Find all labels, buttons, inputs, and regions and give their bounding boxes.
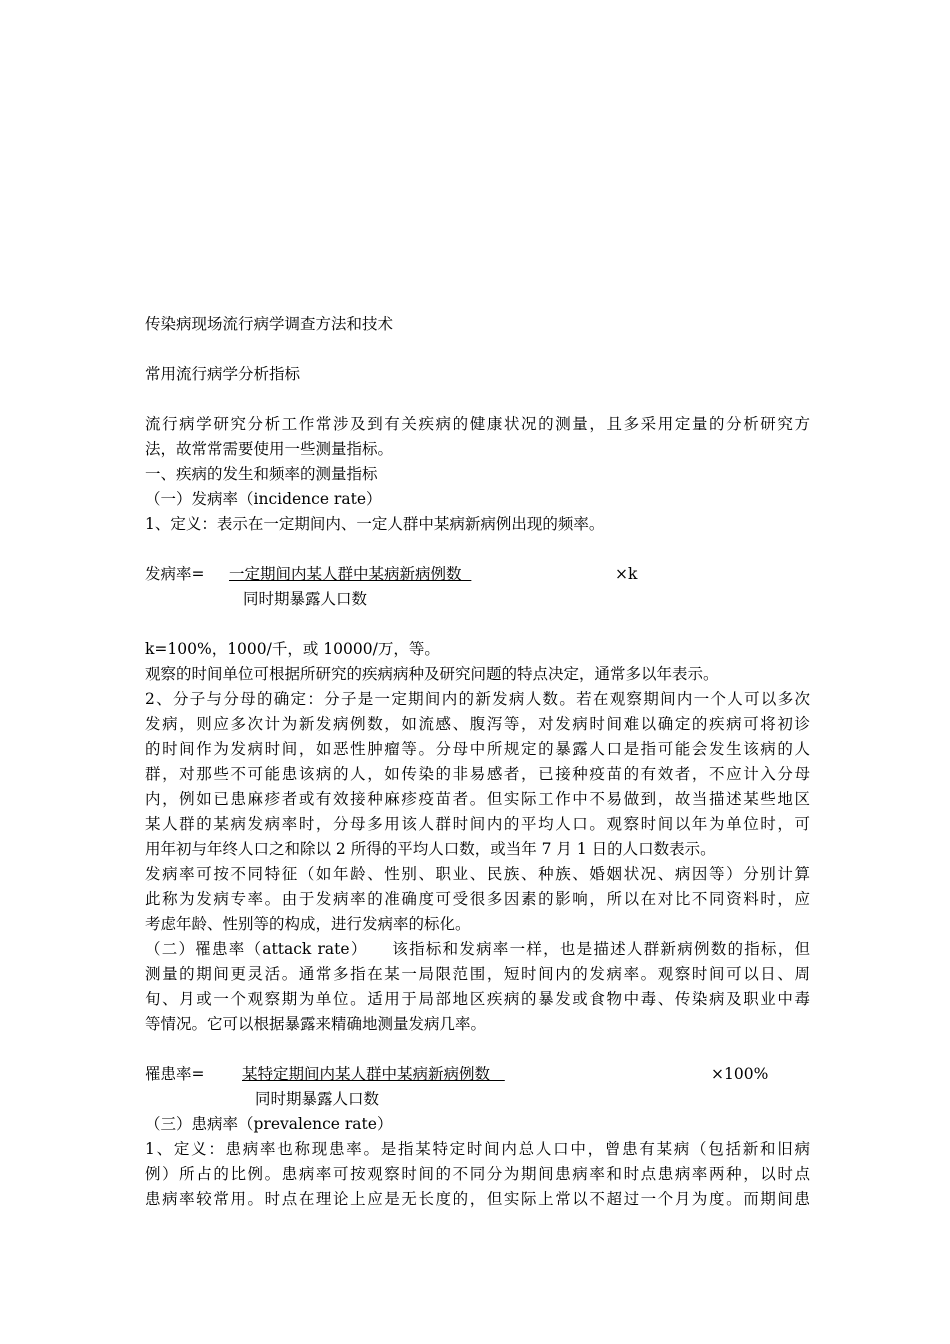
formula-numerator: 一定期间内某人群中某病新病例数	[229, 565, 472, 583]
intro-line: 流行病学研究分析工作常涉及到有关疾病的健康状况的测量，且多采用定量的分析研究方	[145, 415, 810, 433]
incidence-formula	[145, 562, 810, 612]
para-line: 考虑年龄、性别等的构成，进行发病率的标化。	[145, 915, 471, 933]
attack-rate-heading-line: （二）罹患率（attack rate） 该指标和发病率一样，也是描述人群新病例数的指标，但	[145, 940, 810, 958]
para-line: 测量的期间更灵活。通常多指在某一局限范围，短时间内的发病率。观察时间可以日、周	[145, 965, 810, 983]
para-line: 例）所占的比例。患病率可按观察时间的不同分为期间患病率和时点患病率两种，以时点	[145, 1165, 810, 1183]
subsection-heading: （三）患病率（prevalence rate）	[145, 1115, 393, 1133]
intro-line: 法，故常常需要使用一些测量指标。	[145, 440, 394, 458]
para-line: 的时间作为发病时间，如恶性肿瘤等。分母中所规定的暴露人口是指可能会发生该病的人	[145, 740, 810, 758]
para-line: 此称为发病专率。由于发病率的准确度可受很多因素的影响，所以在对比不同资料时，应	[145, 890, 810, 908]
para-line: 用年初与年终人口之和除以 2 所得的平均人口数，或当年 7 月 1 日的人口数表示。	[145, 840, 716, 858]
para-line: 发病率可按不同特征（如年龄、性别、职业、民族、种族、婚姻状况、病因等）分别计算	[145, 865, 810, 883]
attack-rate-formula	[145, 1062, 810, 1112]
para-line: 患病率较常用。时点在理论上应是无长度的，但实际上常以不超过一个月为度。而期间患	[145, 1190, 810, 1208]
formula-label: 发病率=	[145, 565, 205, 583]
para-line: 等情况。它可以根据暴露来精确地测量发病几率。	[145, 1015, 487, 1033]
formula-numerator: 某特定期间内某人群中某病新病例数	[242, 1065, 505, 1083]
para-line: 内，例如已患麻疹者或有效接种麻疹疫苗者。但实际工作中不易做到，故当描述某些地区	[145, 790, 810, 808]
formula-multiplier: ×100%	[711, 1065, 769, 1083]
para-line: 某人群的某病发病率时，分母多用该人群时间内的平均人口。观察时间以年为单位时，可	[145, 815, 810, 833]
k-line: k=100%，1000/千，或 10000/万，等。	[145, 640, 440, 658]
formula-denominator: 同时期暴露人口数	[255, 1090, 380, 1108]
doc-subtitle: 常用流行病学分析指标	[145, 365, 301, 383]
para-line: 2、分子与分母的确定：分子是一定期间内的新发病人数。若在观察期间内一个人可以多次	[145, 690, 810, 708]
formula-denominator: 同时期暴露人口数	[243, 590, 368, 608]
para-line: 发病，则应多次计为新发病例数，如流感、腹泻等，对发病时间难以确定的疾病可将初诊	[145, 715, 810, 733]
definition-line: 1、定义：表示在一定期间内、一定人群中某病新病例出现的频率。	[145, 515, 605, 533]
para-line: 旬、月或一个观察期为单位。适用于局部地区疾病的暴发或食物中毒、传染病及职业中毒	[145, 990, 810, 1008]
formula-label: 罹患率=	[145, 1065, 205, 1083]
para-line: 群，对那些不可能患该病的人，如传染的非易感者，已接种疫苗的有效者，不应计入分母	[145, 765, 810, 783]
formula-multiplier: ×k	[615, 565, 638, 583]
doc-title: 传染病现场流行病学调查方法和技术	[145, 315, 394, 333]
document-body	[145, 312, 810, 1212]
section-heading: 一、疾病的发生和频率的测量指标	[145, 465, 378, 483]
para-line: 1、定义：患病率也称现患率。是指某特定时间内总人口中，曾患有某病（包括新和旧病	[145, 1140, 810, 1158]
subsection-heading: （一）发病率（incidence rate）	[145, 490, 382, 508]
observation-line: 观察的时间单位可根据所研究的疾病病种及研究问题的特点决定，通常多以年表示。	[145, 665, 719, 683]
